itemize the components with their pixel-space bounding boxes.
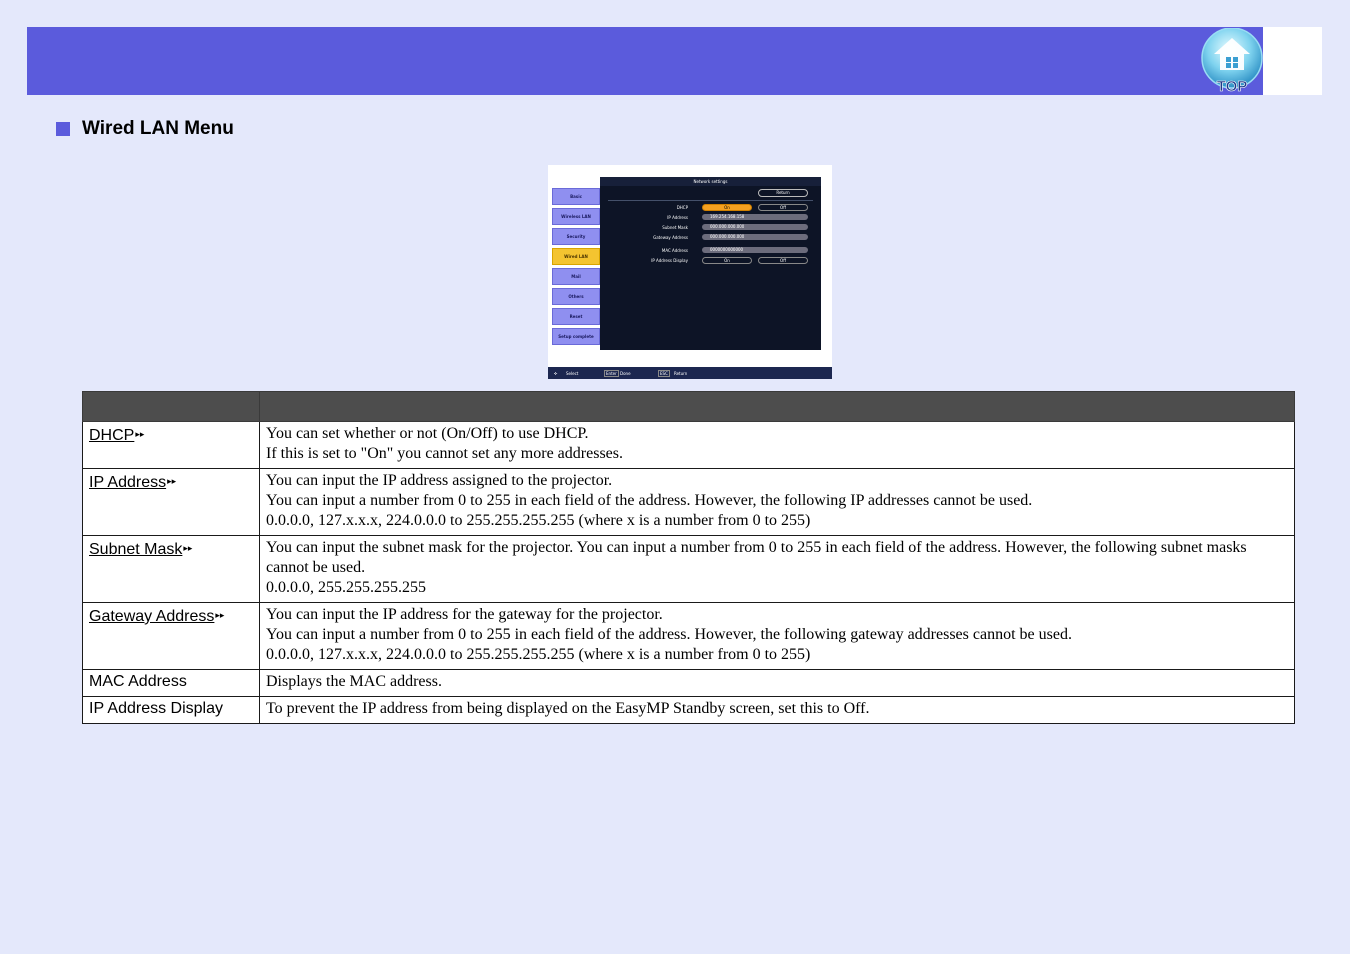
menu-label-ip-address: IP Address <box>667 215 688 220</box>
menu-screenshot <box>548 165 832 379</box>
menu-panel-title: Network settings <box>600 177 821 186</box>
menu-dhcp-on: On <box>702 204 752 211</box>
glossary-arrow-icon: ▸▸ <box>215 610 225 620</box>
menu-footer-done: Done <box>620 371 631 376</box>
table-row <box>83 536 1295 603</box>
item-name: IP Address Display <box>89 700 223 717</box>
table-row <box>83 422 1295 469</box>
menu-label-ip-display: IP Address Display <box>651 258 688 263</box>
description-line: You can input the IP address assigned to the projector. <box>266 472 613 489</box>
menu-ip-display-on: On <box>702 257 752 264</box>
menu-dhcp-off: Off <box>758 204 808 211</box>
description-line: 0.0.0.0, 255.255.255.255 <box>266 579 426 596</box>
table-header-cell <box>83 392 260 422</box>
menu-tab-basic: Basic <box>552 188 600 205</box>
table-row <box>83 603 1295 670</box>
menu-footer-enter-key: Enter <box>606 371 617 376</box>
menu-tab-setup-complete: Setup complete <box>552 328 600 345</box>
menu-footer-select-icon: ✣ <box>554 371 558 376</box>
header-band <box>27 27 1263 95</box>
description-line: Displays the MAC address. <box>266 673 442 690</box>
menu-tab-mail: Mail <box>552 268 600 285</box>
glossary-link[interactable]: Gateway Address <box>89 608 215 625</box>
glossary-link[interactable]: IP Address <box>89 474 167 491</box>
home-icon <box>1200 28 1264 92</box>
menu-field-ip-address: 169.254.168.158 <box>702 214 808 220</box>
table-row <box>83 697 1295 724</box>
table-cell-description <box>260 536 1295 603</box>
description-line: You can input a number from 0 to 255 in each field of the address. However, the following gateway addresses cannot be used. <box>266 626 1072 643</box>
menu-label-subnet-mask: Subnet Mask <box>662 225 688 230</box>
menu-tab-reset: Reset <box>552 308 600 325</box>
table-cell-item[interactable] <box>83 536 260 603</box>
table-cell-description <box>260 603 1295 670</box>
table-header-cell <box>260 392 1295 422</box>
menu-label-mac-address: MAC Address <box>661 248 688 253</box>
menu-return-pill: Return <box>758 189 808 197</box>
wired-lan-table <box>82 391 1295 724</box>
table-cell-description <box>260 422 1295 469</box>
menu-field-mac-address: 0000000000000 <box>702 247 808 253</box>
menu-footer <box>548 367 832 379</box>
menu-label-gateway-address: Gateway Address <box>653 235 688 240</box>
menu-tab-wireless-lan: Wireless LAN <box>552 208 600 225</box>
item-name: MAC Address <box>89 673 187 690</box>
header-right-panel <box>1263 27 1322 95</box>
glossary-arrow-icon: ▸▸ <box>167 476 177 486</box>
table-cell-item[interactable] <box>83 603 260 670</box>
description-line: You can input a number from 0 to 255 in each field of the address. However, the following IP addresses cannot be used. <box>266 492 1033 509</box>
menu-field-gateway-address: 000.000.000.000 <box>702 234 808 240</box>
menu-footer-return: Return <box>674 371 688 376</box>
table-cell-item[interactable] <box>83 469 260 536</box>
menu-label-dhcp: DHCP <box>676 205 688 210</box>
section-bullet-icon <box>56 122 70 136</box>
section-heading <box>56 117 234 141</box>
description-line: You can input the IP address for the gateway for the projector. <box>266 606 663 623</box>
description-line: 0.0.0.0, 127.x.x.x, 224.0.0.0 to 255.255.255.255 (where x is a number from 0 to 255) <box>266 512 811 529</box>
top-button-label: TOP <box>1216 78 1248 92</box>
table-cell-item <box>83 670 260 697</box>
table-row <box>83 469 1295 536</box>
description-line: You can input the subnet mask for the projector. You can input a number from 0 to 255 in each field of the address. However, the following subnet masks cannot be used. <box>266 539 1247 576</box>
menu-panel <box>600 177 821 350</box>
section-title: Wired LAN Menu <box>82 118 234 139</box>
menu-field-subnet-mask: 000.000.000.000 <box>702 224 808 230</box>
menu-tab-others: Others <box>552 288 600 305</box>
table-header-row <box>83 392 1295 422</box>
description-line: 0.0.0.0, 127.x.x.x, 224.0.0.0 to 255.255.255.255 (where x is a number from 0 to 255) <box>266 646 811 663</box>
table-cell-item <box>83 697 260 724</box>
menu-ip-display-off: Off <box>758 257 808 264</box>
table-row <box>83 670 1295 697</box>
table-cell-description <box>260 697 1295 724</box>
description-line: You can set whether or not (On/Off) to use DHCP. <box>266 425 589 442</box>
table-cell-description <box>260 670 1295 697</box>
menu-footer-esc-key: ESC <box>660 371 668 376</box>
description-line: To prevent the IP address from being displayed on the EasyMP Standby screen, set this to Off. <box>266 700 870 717</box>
top-button[interactable] <box>1200 28 1264 92</box>
description-line: If this is set to "On" you cannot set any more addresses. <box>266 445 623 462</box>
table-cell-item[interactable] <box>83 422 260 469</box>
menu-footer-select: Select <box>566 371 579 376</box>
glossary-arrow-icon: ▸▸ <box>135 429 145 439</box>
glossary-link[interactable]: Subnet Mask <box>89 541 183 558</box>
menu-tab-security: Security <box>552 228 600 245</box>
glossary-arrow-icon: ▸▸ <box>183 543 193 553</box>
table-cell-description <box>260 469 1295 536</box>
glossary-link[interactable]: DHCP <box>89 427 135 444</box>
menu-tab-wired-lan: Wired LAN <box>552 248 600 265</box>
